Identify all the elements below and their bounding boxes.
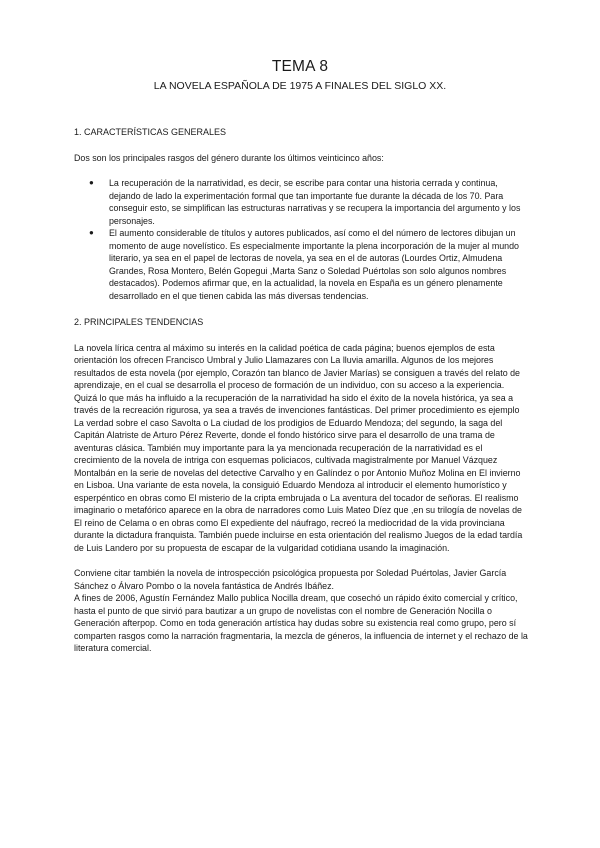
bullet-list [74,177,530,302]
page-title: TEMA 8 [271,58,329,75]
bullet-icon: ● [89,228,94,237]
bullet-icon: ● [89,178,94,187]
bullet-text: La recuperación de la narratividad, es decir, se escribe para contar una historia cerrada y continua, dejando de lado la experimentación formal que tan importante fue durante la década de los 70. Para conseguir esto, se simplifican las estructuras narrativas y se recupera la importancia del argumento y los personajes. [109,178,521,226]
document-body [74,126,530,655]
page-subtitle: LA NOVELA ESPAÑOLA DE 1975 A FINALES DEL SIGLO XX. [153,80,447,92]
bullet-text: El aumento considerable de títulos y autores publicados, así como el del número de lectores dibujan un momento de auge novelístico. Es especialmente importante la plena incorporación de la mujer al mundo literario, ya sea en el papel de lectoras de novela, ya sea en el de autoras (Lourdes Ortiz, Almudena Grandes, Rosa Montero, Belén Gopegui ,Marta Sanz o Soledad Puértolas son solo algunos nombres destacados). Podemos afirmar que, en la actualidad, la novela en España es un género plenamente desarrollado en el que tienen cabida las más diversas tendencias. [109,228,519,301]
bullet-item [74,177,530,227]
section-intro: Dos son los principales rasgos del género durante los últimos veinticinco años: [74,152,384,163]
bullet-item [74,227,530,302]
paragraph: A fines de 2006, Agustín Fernández Mallo publica Nocilla dream, que cosechó un rápido éxito comercial y crítico, hasta el punto de que sirvió para bautizar a un grupo de novelistas con el nombre de Generación Nocilla o Generación afterpop. Como en toda generación artística hay dudas sobre su existencia real como grupo, pero sí comparten rasgos como la narración fragmentaria, la mezcla de géneros, la influencia de internet y el rechazo de la literatura comercial. [74,593,528,653]
paragraph: Quizá lo que más ha influido a la recuperación de la narratividad ha sido el éxito de la novela histórica, ya sea a través de la recreación rigurosa, ya sea a través de invenciones fantásticas. Del primer procedimiento es ejemplo La verdad sobre el caso Savolta o La ciudad de los prodigios de Eduardo Mendoza; del segundo, la saga del Capitán Alatriste de Arturo Pérez Reverte, donde el fondo histórico sirve para el desarrollo de una trama de aventuras clásica. También muy importante para la ya mencionada recuperación de la narratividad es el crecimiento de la novela de intriga con esquemas policiacos, cultivada magistralmente por Manuel Vázquez Montalbán en la serie de novelas del detective Carvalho y en Galíndez o por Antonio Muñoz Molina en El invierno en Lisboa. Una variante de esta novela, la consiguió Eduardo Mendoza al introducir el elemento humorístico y esperpéntico en obras como El misterio de la cripta embrujada o La aventura del tocador de señoras. El realismo imaginario o metafórico aparece en la obra de narradores como Luis Mateo Díez que ,en su trilogía de novelas de El reino de Celama o en obras como El expediente del náufrago, recreó la mediocridad de la vida provinciana durante la dictadura franquista. También puede incluirse en esta orientación del realismo Juegos de la edad tardía de Luis Landero por su propuesta de escapar de la vulgaridad cotidiana usando la imaginación. [74,392,523,553]
section-heading-caracteristicas: 1. CARACTERÍSTICAS GENERALES [74,127,227,137]
section-heading-tendencias: 2. PRINCIPALES TENDENCIAS [74,317,204,327]
paragraph: Conviene citar también la novela de introspección psicológica propuesta por Soledad Puértolas, Javier García Sánchez o Álvaro Pombo o la novela fantástica de Andrés Ibáñez. [74,568,507,591]
paragraph: La novela lírica centra al máximo su interés en la calidad poética de cada página; buenos ejemplos de esta orientación los ofrecen Francisco Umbral y Julio Llamazares con La lluvia amarilla. Algunos de los mejores resultados de esta novela (por ejemplo, Corazón tan blanco de Javier Marías) se consiguen a través del relato de aprendizaje, en el cual se desarrolla el proceso de formación de un individuo, con su acceso a la experiencia. [74,342,520,390]
